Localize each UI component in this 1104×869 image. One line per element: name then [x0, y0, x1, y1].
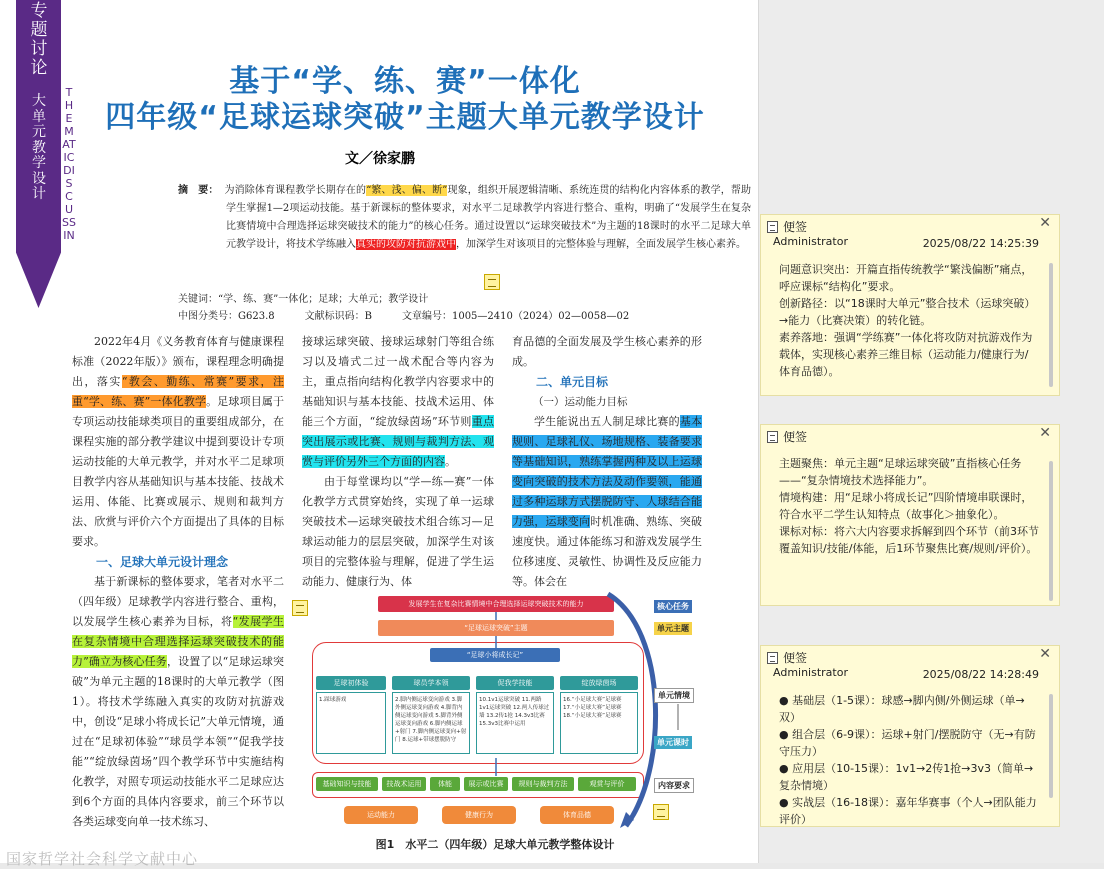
body-text: 基于新课标的整体要求，笔者对水平二（四年级）足球教学内容进行整合、重构，以发展学生核心素养为目标，将	[72, 575, 284, 628]
abstract-text: 为消除体育课程教学长期存在的	[224, 185, 367, 196]
sticky-line: ● 实战层（16-18课）：嘉年华赛事（个人→团队能力评价）	[779, 796, 1037, 826]
sticky-line: 主题聚焦：单元主题“足球运球突破”直指核心任务——“复杂情境技术选择能力”。	[779, 457, 1022, 487]
scrollbar[interactable]	[1049, 263, 1053, 387]
column-1	[72, 332, 284, 832]
section-title: 专题讨论	[30, 1, 48, 78]
watermark: 国家哲学社会科学文献中心	[6, 850, 199, 868]
sticky-note-3[interactable]	[760, 645, 1060, 827]
sticky-line: 创新路径：以“18课时大单元”整合技术（运球突破）→能力（比赛决策）的转化链。	[779, 297, 1036, 327]
body-text: 育品德的全面发展及学生核心素养的形成。	[512, 335, 702, 368]
body-text: 2022年4月《义务教育体育与健康课程标准（2022年版）》颁布，课程理念明确提出，落实	[72, 335, 284, 388]
tag-unit-lessons: 单元课时	[654, 736, 692, 749]
figure-connectors	[308, 590, 703, 830]
section-heading-1: 一、足球大单元设计理念	[96, 555, 229, 569]
sticky-meta	[761, 666, 1059, 684]
stage-items-3: 10.1v1运球突破 11.两路1v1运球突破 12.两人传球过墙 13.2传1抢 14.3v3比赛 15.3v3比赛中运用	[476, 692, 554, 754]
sticky-line: 问题意识突出：开篇直指传统教学“繁浅偏断”痛点，呼应课标“结构化”要求。	[779, 263, 1033, 293]
body-text: 学生能说出五人制足球比赛的	[534, 415, 680, 428]
body-text: 接球运球突破、接球运球射门等组合练习以及墙式二过一战术配合等内容为主，重点指向结构化教学内容要求中的基础知识与基本技能、技战术运用、体能三个方面，“绽放绿茵场”环节则	[302, 335, 494, 428]
body-text: 由于每堂课均以“学—练—赛”一体化教学方式贯穿始终，实现了单一运球突破技术—运球突破技术组合练习—足球运动能力的层层突破，加深学生对该项目的完整体验与理解，促进了学生运动能力、健康行为、体	[302, 475, 494, 588]
stage-box-2: 球员学本领	[392, 676, 470, 690]
outcome-box-2: 健康行为	[442, 806, 516, 824]
sticky-note-2[interactable]	[760, 424, 1060, 606]
tag-core-task: 核心任务	[654, 600, 692, 613]
figure-diagram	[308, 590, 703, 830]
body-text: 。	[445, 455, 456, 468]
sticky-header	[761, 215, 1059, 235]
tag-unit-theme: 单元主题	[654, 622, 692, 635]
abstract-label: 摘 要：	[178, 185, 219, 196]
scrollbar[interactable]	[1049, 461, 1053, 601]
subsection-heading: （一）运动能力目标	[533, 396, 628, 408]
sticky-line: 课标对标：将六大内容要求拆解到四个环节（前3环节覆盖知识/技能/体能，后1环节聚焦比赛/规则/评价）。	[779, 525, 1039, 555]
content-box-1: 基础知识与技能	[316, 777, 378, 791]
sticky-user: Administrator	[773, 666, 848, 679]
close-icon[interactable]: ✕	[1039, 646, 1051, 662]
abstract-text: ，加深学生对该项目的完整体验与理解，全面发展学生核心素养。	[456, 239, 746, 250]
body-text: 时机准确、熟练、突破速度快。通过体能练习和游戏发展学生位移速度、灵敏性、协调性及反应能力等。体会在	[512, 515, 702, 588]
sticky-body[interactable]	[779, 455, 1039, 557]
article-title-line1: 基于“学、练、赛”一体化	[229, 64, 581, 99]
sticky-line: 素养落地：强调“学练赛”一体化将攻防对抗游戏作为载体，实现核心素养三维目标（运动能力/健康行为/体育品德）。	[779, 331, 1033, 378]
highlight-yellow[interactable]: “繁、浅、偏、断”	[366, 185, 448, 196]
abstract-text: 现象，组织开展逻辑清晰、系统连贯的结构化内容体系的教学，帮助学生掌握1—2项运动技能。基于新课标的整体要求，对水平二足球教学内容进行整合、重构，明确了“发展学生在复杂比赛情境中合理选择运球突破技术的能力”的核心任务。通过设置以“运球突破技术”为主题的18课时的水平二足球大单元教学设计，将技术学练融入	[226, 185, 752, 250]
note-icon[interactable]	[292, 600, 308, 616]
tag-unit-scenario: 单元情境	[654, 688, 694, 703]
note-icon	[767, 652, 778, 664]
sticky-date: 2025/08/22 14:25:39	[922, 237, 1039, 250]
sticky-date: 2025/08/22 14:28:49	[922, 668, 1039, 681]
stage-items-2: 2.脚内侧运球变向游戏 3.脚外侧运球变向游戏 4.脚背内侧运球变向游戏 5.脚背外侧运球变向游戏 6.脚内侧运球+射门 7.脚内侧运球变向+射门 8.运球+带球摆脱防守	[392, 692, 470, 754]
sticky-note-1[interactable]	[760, 214, 1060, 396]
content-box-4: 展示或比赛	[464, 777, 508, 791]
stage-box-4: 绽放绿茵场	[560, 676, 638, 690]
body-text: 。足球项目属于专项运动技能球类项目的重要组成部分，在课程实施的部分教学建议中提到要设计专项运动技能的大单元教学，并对水平二足球项目教学内容从基础知识与基本技能、技战术运用、体能、比赛或展示、规则和裁判方法、欣赏与评价六个方面提出了具体的目标要求。	[72, 395, 285, 548]
sticky-line: 情境构建：用“足球小将成长记”四阶情境串联课时，符合水平二学生认知特点（故事化＞抽象化）。	[779, 491, 1033, 521]
sticky-body[interactable]	[779, 261, 1039, 380]
column-2	[302, 332, 494, 592]
section-english: THEMATIC DISCUSSIN	[62, 86, 76, 242]
theme-box: “足球运球突破”主题	[378, 620, 614, 636]
stage-box-3: 促我学技能	[476, 676, 554, 690]
article-author: 文／徐家鹏	[345, 151, 415, 167]
figure-caption: 图1 水平二（四年级）足球大单元教学整体设计	[375, 838, 615, 851]
scrollbar[interactable]	[1049, 694, 1053, 798]
content-box-3: 体能	[430, 777, 460, 791]
highlight-orange[interactable]: “教会、勤练、常赛”要求，注重“学、练、赛”一体化教学	[72, 375, 285, 408]
highlight-green[interactable]: “发展学生在复杂情境中合理选择运球突破技术的能力”确立为核心任务	[72, 615, 285, 668]
note-icon[interactable]	[653, 804, 669, 820]
section-subtitle: 大单元教学设计	[32, 93, 46, 202]
sticky-line: ● 组合层（6-9课）：运球+射门/摆脱防守（无→有防守压力）	[779, 728, 1036, 758]
note-icon	[767, 431, 778, 443]
note-icon	[767, 221, 778, 233]
sticky-header	[761, 646, 1059, 666]
classification: 中图分类号：G623.8 文献标识码：B 文章编号：1005—2410（2024）02—0058—02	[178, 311, 630, 322]
core-task-box: 发展学生在复杂比赛情境中合理选择运球突破技术的能力	[378, 596, 614, 612]
scenario-box: “足球小将成长记”	[430, 648, 560, 662]
sticky-body[interactable]	[779, 692, 1039, 826]
highlight-red[interactable]: 真实的攻防对抗游戏中	[356, 239, 456, 250]
sticky-title: 便签	[783, 430, 808, 444]
close-icon[interactable]: ✕	[1039, 215, 1051, 231]
article-title-line2: 四年级“足球运球突破”主题大单元教学设计	[105, 100, 705, 135]
note-icon[interactable]	[484, 274, 500, 290]
highlight-blue[interactable]: 基本规则、足球礼仪、场地规格、装备要求等基础知识，熟练掌握两种及以上运球变向突破的技术方法及动作要领，能通过多种运球方式摆脱防守、人球结合能力强，运球变向	[512, 415, 703, 528]
sticky-header	[761, 425, 1059, 445]
abstract	[178, 182, 751, 254]
stage-items-1: 1.踩球游戏	[316, 692, 386, 754]
sticky-meta	[761, 235, 1059, 253]
tag-content-req: 内容要求	[654, 778, 694, 793]
sticky-line: ● 应用层（10-15课）：1v1→2传1抢→3v3（简单→复杂情境）	[779, 762, 1034, 792]
sticky-title: 便签	[783, 651, 808, 665]
keywords: 关键词：“学、练、赛”一体化；足球；大单元；教学设计	[178, 294, 429, 305]
body-text: ，设置了以“足球运球突破”为单元主题的18课时的大单元教学（图1）。将技术学练融入真实的攻防对抗游戏中，创设“足球小将成长记”大单元情境，通过在“足球初体验”“球员学本领”“促我学技能”“绽放绿茵场”四个教学环节中实施结构化教学，对照专项运动技能水平二足球应达到6个方面的具体内容要求，前三个环节以各类运球变向单一技术练习、	[72, 655, 285, 828]
content-box-2: 技战术运用	[382, 777, 426, 791]
outcome-box-1: 运动能力	[344, 806, 418, 824]
stage-items-4: 16.“小足球大赛”足球赛 17.“小足球大赛”足球赛 18.“小足球大赛”足球赛	[560, 692, 638, 754]
content-box-6: 观赏与评价	[578, 777, 636, 791]
sticky-user: Administrator	[773, 235, 848, 248]
close-icon[interactable]: ✕	[1039, 425, 1051, 441]
content-box-5: 规则与裁判方法	[512, 777, 574, 791]
sticky-line: ● 基础层（1-5课）：球感→脚内侧/外侧运球（单→双）	[779, 694, 1025, 724]
section-heading-2: 二、单元目标	[536, 375, 609, 389]
outcome-box-3: 体育品德	[540, 806, 614, 824]
stage-box-1: 足球初体验	[316, 676, 386, 690]
sticky-title: 便签	[783, 220, 808, 234]
column-3	[512, 332, 702, 592]
highlight-cyan[interactable]: 重点突出展示或比赛、规则与裁判方法、观赏与评价另外三个方面的内容	[302, 415, 494, 468]
